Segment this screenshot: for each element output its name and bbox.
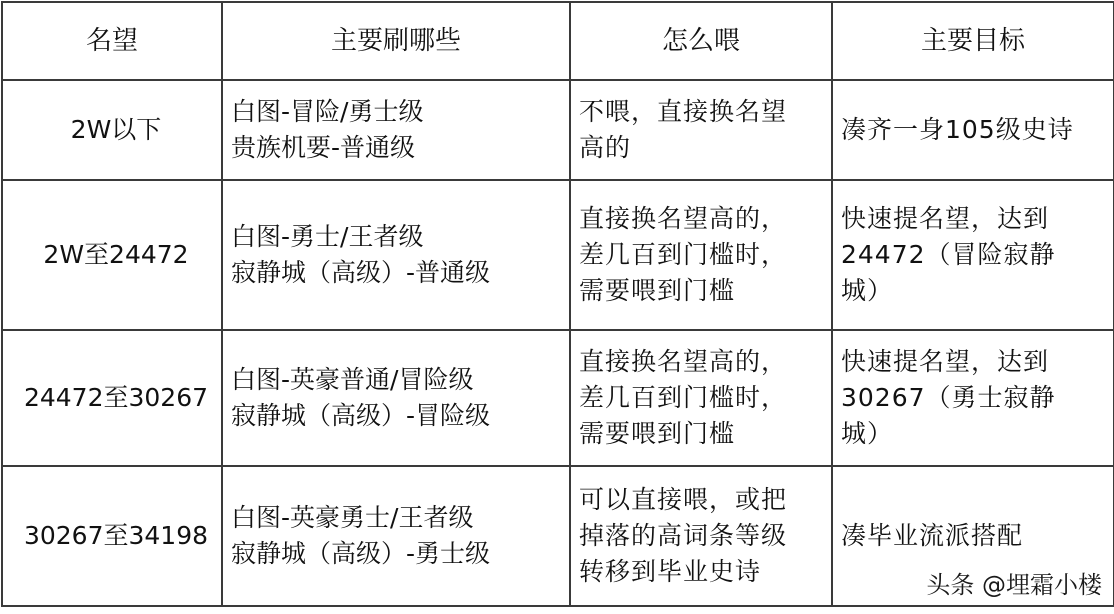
goal-line: 城）: [841, 276, 894, 305]
farm-cell: [222, 80, 570, 180]
feed-line: 差几百到门槛时，: [579, 240, 788, 269]
goal-line: 快速提名望，达到: [841, 347, 1050, 376]
goal-line: 快速提名望，达到: [841, 204, 1050, 233]
feed-line: 需要喂到门槛: [579, 419, 736, 448]
goal-cell: [832, 180, 1114, 330]
farm-cell: [222, 180, 570, 330]
farm-line: 白图-英豪勇士/王者级: [231, 503, 474, 532]
goal-line: 凑毕业流派搭配: [841, 521, 1024, 550]
table-header-row: [2, 2, 1114, 80]
feed-line: 需要喂到门槛: [579, 276, 736, 305]
feed-line: 高的: [579, 133, 632, 162]
feed-line: 差几百到门槛时，: [579, 383, 788, 412]
farm-line: 白图-英豪普通/冒险级: [231, 365, 474, 394]
farm-line: 寂静城（高级）-普通级: [231, 258, 491, 287]
farm-line: 贵族机要-普通级: [231, 133, 416, 162]
feed-line: 可以直接喂，或把: [579, 485, 788, 514]
table-row: [2, 330, 1114, 466]
feed-line: 转移到毕业史诗: [579, 557, 762, 586]
goal-line: 24472（冒险寂静: [841, 240, 1056, 269]
rank-cell: 24472至30267: [2, 330, 222, 466]
feed-line: 掉落的高词条等级: [579, 521, 788, 550]
farm-line: 白图-勇士/王者级: [231, 222, 424, 251]
rank-cell: 30267至34198: [2, 466, 222, 606]
goal-cell: [832, 330, 1114, 466]
watermark: 头条 @埋霜小楼: [926, 571, 1102, 599]
header-farm: 主要刷哪些: [222, 2, 570, 80]
header-rank: 名望: [2, 2, 222, 80]
table-row: [2, 180, 1114, 330]
goal-line: 凑齐一身105级史诗: [841, 115, 1074, 144]
table-row: [2, 80, 1114, 180]
farm-cell: [222, 466, 570, 606]
goal-cell: [832, 80, 1114, 180]
rank-cell: 2W以下: [2, 80, 222, 180]
feed-line: 直接换名望高的，: [579, 204, 788, 233]
feed-line: 直接换名望高的，: [579, 347, 788, 376]
farm-line: 白图-冒险/勇士级: [231, 97, 424, 126]
farm-line: 寂静城（高级）-勇士级: [231, 539, 491, 568]
feed-cell: [570, 180, 832, 330]
feed-cell: [570, 80, 832, 180]
goal-line: 30267（勇士寂静: [841, 383, 1056, 412]
rank-cell: 2W至24472: [2, 180, 222, 330]
feed-cell: [570, 466, 832, 606]
header-goal: 主要目标: [832, 2, 1114, 80]
feed-cell: [570, 330, 832, 466]
progression-table: [1, 1, 1114, 607]
farm-line: 寂静城（高级）-冒险级: [231, 401, 491, 430]
farm-cell: [222, 330, 570, 466]
feed-line: 不喂，直接换名望: [579, 97, 788, 126]
goal-line: 城）: [841, 419, 894, 448]
header-feed: 怎么喂: [570, 2, 832, 80]
